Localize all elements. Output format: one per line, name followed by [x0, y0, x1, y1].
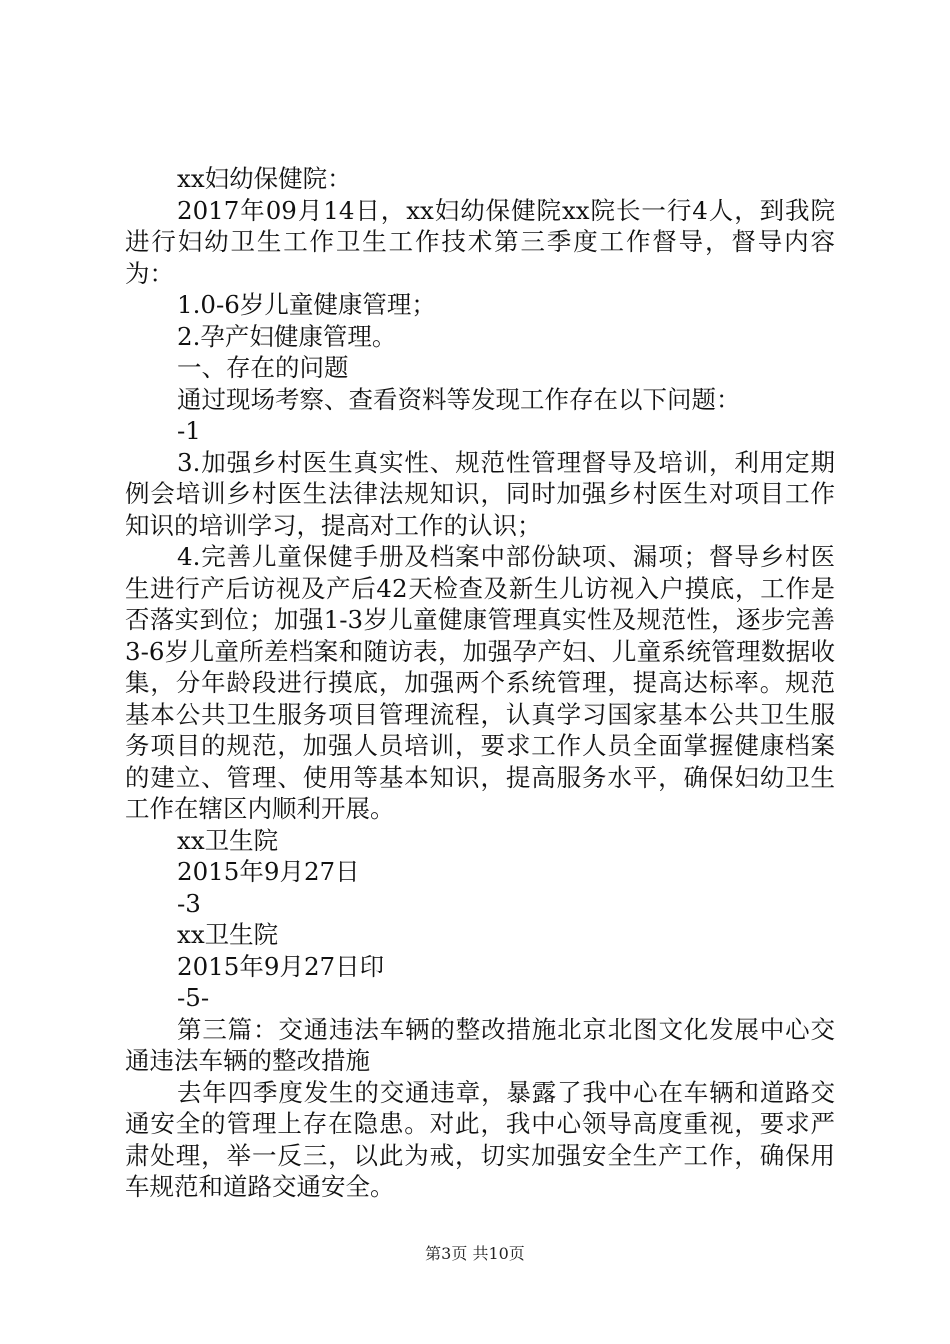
section-heading-problems: 一、存在的问题 [177, 353, 349, 382]
signature-date-2: 2015年9月27日印 [177, 951, 385, 981]
salutation: xx妇幼保健院： [177, 164, 352, 193]
page-marker-1: -1 [177, 416, 201, 445]
list-item-3: 3.加强乡村医生真实性、规范性管理督导及培训，利用定期例会培训乡村医生法律法规知识，同时加强乡村医生对项目工作知识的培训学习，提高对工作的认识； [125, 447, 835, 540]
signature-date-1: 2015年9月27日 [177, 857, 360, 886]
document-body [125, 163, 835, 1203]
list-item-1: 1.0-6岁儿童健康管理； [177, 290, 436, 319]
paragraph-traffic: 去年四季度发生的交通违章，暴露了我中心在车辆和道路交通安全的管理上存在隐患。对此，我中心领导高度重视，要求严肃处理，举一反三，以此为戒，切实加强安全生产工作，确保用车规范和道路交通安全。 [125, 1077, 835, 1201]
paragraph-findings: 通过现场考察、查看资料等发现工作存在以下问题： [177, 384, 741, 414]
article-title: 第三篇：交通违法车辆的整改措施北京北图文化发展中心交通违法车辆的整改措施 [125, 1014, 835, 1075]
list-item-4: 4.完善儿童保健手册及档案中部份缺项、漏项；督导乡村医生进行产后访视及产后42天检查及新生儿访视入户摸底，工作是否落实到位；加强1-3岁儿童健康管理真实性及规范性，逐步完善3-6岁儿童所差档案和随访表，加强孕产妇、儿童系统管理数据收集，分年龄段进行摸底，加强两个系统管理，提高达标率。规范基本公共卫生服务项目管理流程，认真学习国家基本公共卫生服务项目的规范，加强人员培训，要求工作人员全面掌握健康档案的建立、管理、使用等基本知识，提高服务水平，确保妇幼卫生工作在辖区内顺利开展。 [125, 542, 835, 823]
list-item-2: 2.孕产妇健康管理。 [177, 321, 397, 351]
page-marker-5: -5- [177, 983, 210, 1012]
page-marker-3: -3 [177, 888, 201, 918]
paragraph-intro: 2017年09月14日，xx妇幼保健院xx院长一行4人，到我院进行妇幼卫生工作卫生工作技术第三季度工作督导，督导内容为： [125, 195, 835, 288]
page-footer: 第3页 共10页 [425, 1244, 525, 1263]
signature-org-2: xx卫生院 [177, 920, 279, 949]
signature-org-1: xx卫生院 [177, 825, 279, 855]
